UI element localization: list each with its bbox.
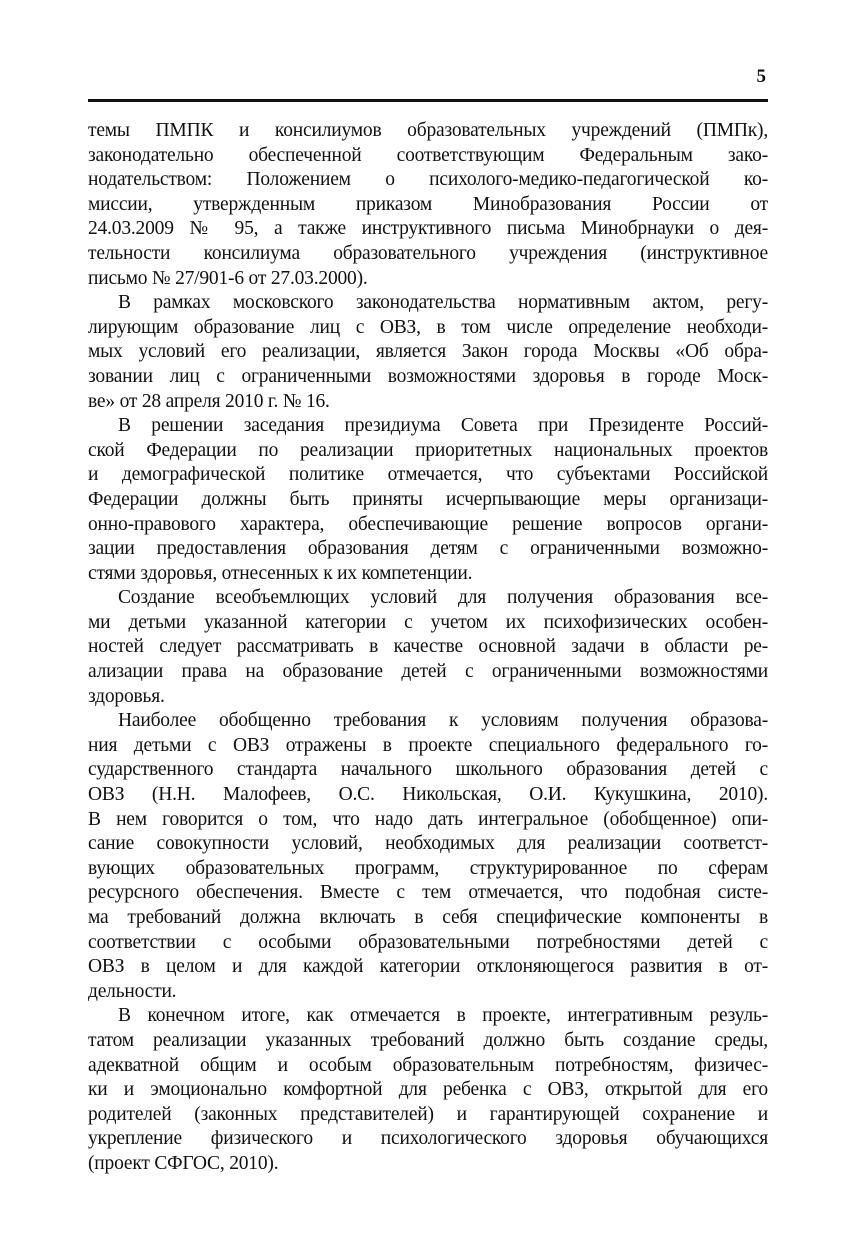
text-line: и демографической политике отмечается, что субъектами Российской (88, 464, 768, 486)
text-line: тельности консилиума образовательного учреждения (инструктивное (88, 242, 768, 264)
text-line: ния детьми с ОВЗ отражены в проекте специального федерального го- (88, 734, 768, 756)
text-line: соответствии с особыми образовательными потребностями детей с (88, 931, 768, 953)
text-line: ской Федерации по реализации приоритетных национальных проектов (88, 439, 768, 461)
text-line: ве» от 28 апреля 2010 г. № 16. (88, 390, 330, 412)
text-line: сание совокупности условий, необходимых для реализации соответст- (88, 833, 768, 855)
text-line: законодательно обеспеченной соответствующим Федеральным зако- (88, 144, 768, 166)
paragraph (88, 291, 768, 414)
text-line: ма требований должна включать в себя специфические компоненты в (88, 907, 768, 928)
text-line: ализации права на образование детей с ограниченными возможностями (88, 661, 768, 683)
text-line: ОВЗ (Н.Н. Малофеев, О.С. Никольская, О.И. Кукушкина, 2010). (88, 784, 768, 806)
paragraph (88, 709, 768, 1004)
text-line: нодательством: Положением о психолого-медико-педагогической ко- (88, 169, 768, 191)
text-line: стями здоровья, отнесенных к их компетенции. (88, 562, 473, 584)
text-line: Наиболее обобщенно требования к условиям получения образова- (118, 710, 768, 732)
text-line: адекватной общим и особым образовательным потребностям, физичес- (88, 1054, 768, 1076)
text-line: ки и эмоционально комфортной для ребенка с ОВЗ, открытой для его (88, 1079, 768, 1101)
text-line: дельности. (88, 980, 177, 1002)
paragraph (88, 1004, 768, 1176)
text-line: миссии, утвержденным приказом Минобразования России от (88, 193, 768, 215)
text-line: ОВЗ в целом и для каждой категории отклоняющегося развития в от- (88, 956, 768, 978)
text-line: ностей следует рассматривать в качестве основной задачи в области ре- (88, 636, 768, 658)
page-number: 5 (756, 66, 766, 87)
text-line: сударственного стандарта начального школьного образования детей с (88, 759, 768, 781)
text-line: вующих образовательных программ, структурированное по сферам (88, 857, 768, 879)
text-line: В решении заседания президиума Совета при Президенте Россий- (118, 415, 768, 437)
text-line: темы ПМПК и консилиумов образовательных учреждений (ПМПк), (88, 120, 768, 141)
text-line: родителей (законных представителей) и гарантирующей сохранение и (88, 1103, 768, 1125)
text-line: письмо № 27/901-6 от 27.03.2000). (88, 267, 368, 289)
text-line: татом реализации указанных требований должно быть создание среды, (88, 1029, 768, 1051)
text-line: ми детьми указанной категории с учетом их психофизических особен- (88, 611, 768, 633)
text-line: Создание всеобъемлющих условий для получения образования все- (118, 587, 768, 609)
text-line: онно-правового характера, обеспечивающие решение вопросов органи- (88, 513, 768, 535)
text-line: Федерации должны быть приняты исчерпывающие меры организаци- (88, 488, 768, 510)
text-line: зовании лиц с ограниченными возможностями здоровья в городе Моск- (88, 365, 768, 387)
text-line: лирующим образование лиц с ОВЗ, в том числе определение необходи- (88, 316, 768, 338)
text-line: мых условий его реализации, является Закон города Москвы «Об обра- (88, 341, 768, 363)
text-line: зации предоставления образования детям с ограниченными возможно- (88, 538, 768, 560)
text-line: ресурсного обеспечения. Вместе с тем отмечается, что подобная систе- (88, 882, 768, 904)
paragraph (88, 414, 768, 586)
text-line: (проект СФГОС, 2010). (88, 1152, 279, 1174)
text-line: 24.03.2009 № 95, а также инструктивного письма Минобрнауки о дея- (88, 218, 768, 240)
text-line: здоровья. (88, 685, 165, 707)
page-body (88, 119, 768, 1177)
header-rule (88, 99, 768, 102)
text-line: В конечном итоге, как отмечается в проекте, интегративным резуль- (118, 1005, 768, 1027)
paragraph (88, 119, 768, 291)
text-line: В рамках московского законодательства нормативным актом, регу- (118, 292, 768, 314)
paragraph (88, 586, 768, 709)
text-line: В нем говорится о том, что надо дать интегральное (обобщенное) опи- (88, 808, 768, 830)
text-line: укрепление физического и психологического здоровья обучающихся (88, 1128, 768, 1150)
